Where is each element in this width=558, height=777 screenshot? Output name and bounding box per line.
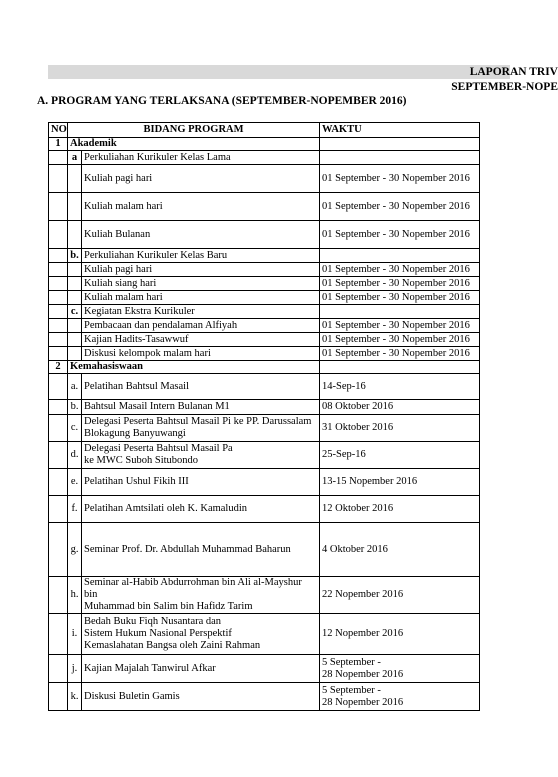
program-time: [320, 361, 480, 374]
sub-letter: i.: [68, 614, 82, 655]
table-row: [49, 138, 480, 151]
table-row: [49, 221, 480, 249]
program-time: 01 September - 30 Nopember 2016: [320, 221, 480, 249]
table-row: [49, 469, 480, 496]
program-time: [320, 305, 480, 319]
table-row: [49, 291, 480, 305]
program-time: 01 September - 30 Nopember 2016: [320, 319, 480, 333]
row-number: [49, 333, 68, 347]
row-number: 2: [49, 361, 68, 374]
program-time: 12 Nopember 2016: [320, 614, 480, 655]
table-row: [49, 333, 480, 347]
sub-letter: [68, 347, 82, 361]
program-name: Kuliah pagi hari: [82, 263, 320, 277]
program-time: 31 Oktober 2016: [320, 415, 480, 442]
sub-letter: a: [68, 151, 82, 165]
table-header-row: [49, 123, 480, 138]
row-number: [49, 291, 68, 305]
sub-letter: [68, 193, 82, 221]
table-row: [49, 442, 480, 469]
sub-letter: [68, 263, 82, 277]
program-time: [320, 151, 480, 165]
row-number: [49, 442, 68, 469]
group-label: Akademik: [68, 138, 320, 151]
program-name: Pembacaan dan pendalaman Alfiyah: [82, 319, 320, 333]
row-number: [49, 277, 68, 291]
program-name: Kuliah malam hari: [82, 291, 320, 305]
sub-letter: j.: [68, 655, 82, 683]
table-row: [49, 151, 480, 165]
table-row: [49, 263, 480, 277]
sub-letter: b.: [68, 249, 82, 263]
program-time: 13-15 Nopember 2016: [320, 469, 480, 496]
sub-letter: h.: [68, 577, 82, 614]
table-row: [49, 374, 480, 400]
report-title: LAPORAN TRIV: [469, 66, 558, 78]
program-name: Diskusi Buletin Gamis: [82, 683, 320, 711]
program-time: [320, 249, 480, 263]
sub-letter: b.: [68, 400, 82, 415]
program-time: 01 September - 30 Nopember 2016: [320, 193, 480, 221]
row-number: [49, 165, 68, 193]
section-heading: A. PROGRAM YANG TERLAKSANA (SEPTEMBER-NOPEMBER 2016): [37, 95, 407, 107]
row-number: [49, 577, 68, 614]
program-time: 5 September - 28 Nopember 2016: [320, 683, 480, 711]
table-row: [49, 319, 480, 333]
col-no-header: NO: [49, 123, 68, 138]
row-number: [49, 347, 68, 361]
program-name: Diskusi kelompok malam hari: [82, 347, 320, 361]
row-number: [49, 415, 68, 442]
program-name: Kegiatan Ekstra Kurikuler: [82, 305, 320, 319]
table-body: [49, 138, 480, 711]
program-time: 01 September - 30 Nopember 2016: [320, 347, 480, 361]
program-name: Kuliah siang hari: [82, 277, 320, 291]
sub-letter: f.: [68, 496, 82, 523]
program-name: Seminar al-Habib Abdurrohman bin Ali al-Mayshur bin Muhammad bin Salim bin Hafidz Tarim: [82, 577, 320, 614]
report-title-bar: [48, 65, 558, 79]
row-number: [49, 614, 68, 655]
program-time: 08 Oktober 2016: [320, 400, 480, 415]
table-row: [49, 305, 480, 319]
col-waktu-header: WAKTU: [320, 123, 480, 138]
table-row: [49, 347, 480, 361]
table-row: [49, 193, 480, 221]
row-number: [49, 151, 68, 165]
row-number: [49, 496, 68, 523]
program-name: Kuliah malam hari: [82, 193, 320, 221]
program-name: Bedah Buku Fiqh Nusantara dan Sistem Hukum Nasional Perspektif Kemaslahatan Bangsa oleh Zaini Rahman: [82, 614, 320, 655]
table-row: [49, 361, 480, 374]
row-number: [49, 319, 68, 333]
table-row: [49, 683, 480, 711]
program-name: Seminar Prof. Dr. Abdullah Muhammad Baharun: [82, 523, 320, 577]
program-time: 01 September - 30 Nopember 2016: [320, 333, 480, 347]
row-number: 1: [49, 138, 68, 151]
program-time: 01 September - 30 Nopember 2016: [320, 277, 480, 291]
program-time: 12 Oktober 2016: [320, 496, 480, 523]
program-time: 25-Sep-16: [320, 442, 480, 469]
row-number: [49, 305, 68, 319]
col-bidang-header: BIDANG PROGRAM: [68, 123, 320, 138]
table-row: [49, 655, 480, 683]
sub-letter: [68, 291, 82, 305]
row-number: [49, 683, 68, 711]
sub-letter: [68, 319, 82, 333]
program-name: Bahtsul Masail Intern Bulanan M1: [82, 400, 320, 415]
table-row: [49, 577, 480, 614]
table-row: [49, 523, 480, 577]
program-name: Pelatihan Amtsilati oleh K. Kamaludin: [82, 496, 320, 523]
sub-letter: e.: [68, 469, 82, 496]
program-name: Delegasi Peserta Bahtsul Masail Pi ke PP. Darussalam Blokagung Banyuwangi: [82, 415, 320, 442]
program-time: 01 September - 30 Nopember 2016: [320, 291, 480, 305]
program-name: Kajian Majalah Tanwirul Afkar: [82, 655, 320, 683]
report-period-bar: [48, 80, 558, 94]
row-number: [49, 469, 68, 496]
group-label: Kemahasiswaan: [68, 361, 320, 374]
sub-letter: d.: [68, 442, 82, 469]
program-time: 4 Oktober 2016: [320, 523, 480, 577]
report-period: SEPTEMBER-NOPE: [451, 81, 558, 93]
program-time: 5 September - 28 Nopember 2016: [320, 655, 480, 683]
table-row: [49, 249, 480, 263]
sub-letter: [68, 221, 82, 249]
table-row: [49, 165, 480, 193]
sub-letter: c.: [68, 415, 82, 442]
program-name: Kajian Hadits-Tasawwuf: [82, 333, 320, 347]
row-number: [49, 263, 68, 277]
table-row: [49, 400, 480, 415]
sub-letter: a.: [68, 374, 82, 400]
row-number: [49, 221, 68, 249]
sub-letter: [68, 165, 82, 193]
row-number: [49, 249, 68, 263]
program-name: Perkuliahan Kurikuler Kelas Lama: [82, 151, 320, 165]
program-name: Kuliah Bulanan: [82, 221, 320, 249]
row-number: [49, 523, 68, 577]
sub-letter: [68, 333, 82, 347]
program-name: Delegasi Peserta Bahtsul Masail Pa ke MWC Suboh Situbondo: [82, 442, 320, 469]
table-row: [49, 277, 480, 291]
program-time: [320, 138, 480, 151]
row-number: [49, 374, 68, 400]
program-name: Pelatihan Ushul Fikih III: [82, 469, 320, 496]
program-name: Kuliah pagi hari: [82, 165, 320, 193]
row-number: [49, 400, 68, 415]
program-time: 01 September - 30 Nopember 2016: [320, 263, 480, 277]
sub-letter: k.: [68, 683, 82, 711]
sub-letter: g.: [68, 523, 82, 577]
row-number: [49, 655, 68, 683]
program-table: [48, 122, 480, 711]
program-time: 01 September - 30 Nopember 2016: [320, 165, 480, 193]
sub-letter: c.: [68, 305, 82, 319]
program-time: 14-Sep-16: [320, 374, 480, 400]
program-name: Pelatihan Bahtsul Masail: [82, 374, 320, 400]
program-time: 22 Nopember 2016: [320, 577, 480, 614]
table-row: [49, 415, 480, 442]
table-row: [49, 614, 480, 655]
table-row: [49, 496, 480, 523]
sub-letter: [68, 277, 82, 291]
program-name: Perkuliahan Kurikuler Kelas Baru: [82, 249, 320, 263]
row-number: [49, 193, 68, 221]
